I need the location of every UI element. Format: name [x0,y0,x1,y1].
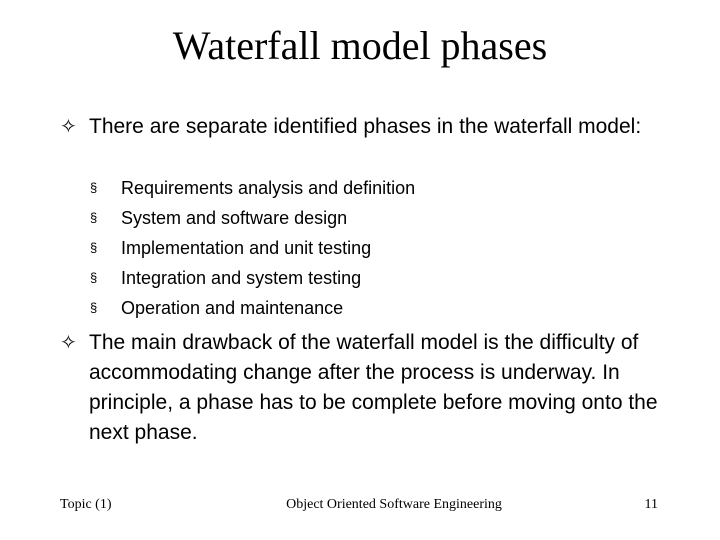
footer-course-title: Object Oriented Software Engineering [286,497,502,512]
phase-label: Requirements analysis and definition [121,178,416,198]
list-item [90,263,650,293]
list-item [90,173,650,203]
section-sign-icon: § [90,210,98,225]
four-point-star-outline-icon: ✧ [60,332,77,354]
phase-list [90,173,650,323]
bullet-drawback [60,328,670,448]
bullet-phases-intro [60,112,670,142]
list-item [90,293,650,323]
bullet-text: There are separate identified phases in the waterfall model: [89,115,642,138]
section-sign-icon: § [90,180,98,195]
phase-label: Operation and maintenance [121,298,344,318]
section-sign-icon: § [90,270,98,285]
list-item [90,203,650,233]
footer-topic: Topic (1) [60,497,112,512]
phase-label: Integration and system testing [121,268,362,288]
bullet-text: The main drawback of the waterfall model is the difficulty of accommodating change after the process is underway. In principle, a phase has to be complete before moving onto the next phase. [89,331,658,444]
phase-label: Implementation and unit testing [121,238,372,258]
section-sign-icon: § [90,240,98,255]
slide-title: Waterfall model phases [172,23,548,68]
footer-page-number: 11 [644,497,658,512]
phase-label: System and software design [121,208,348,228]
list-item [90,233,650,263]
section-sign-icon: § [90,300,98,315]
four-point-star-outline-icon: ✧ [60,116,77,138]
